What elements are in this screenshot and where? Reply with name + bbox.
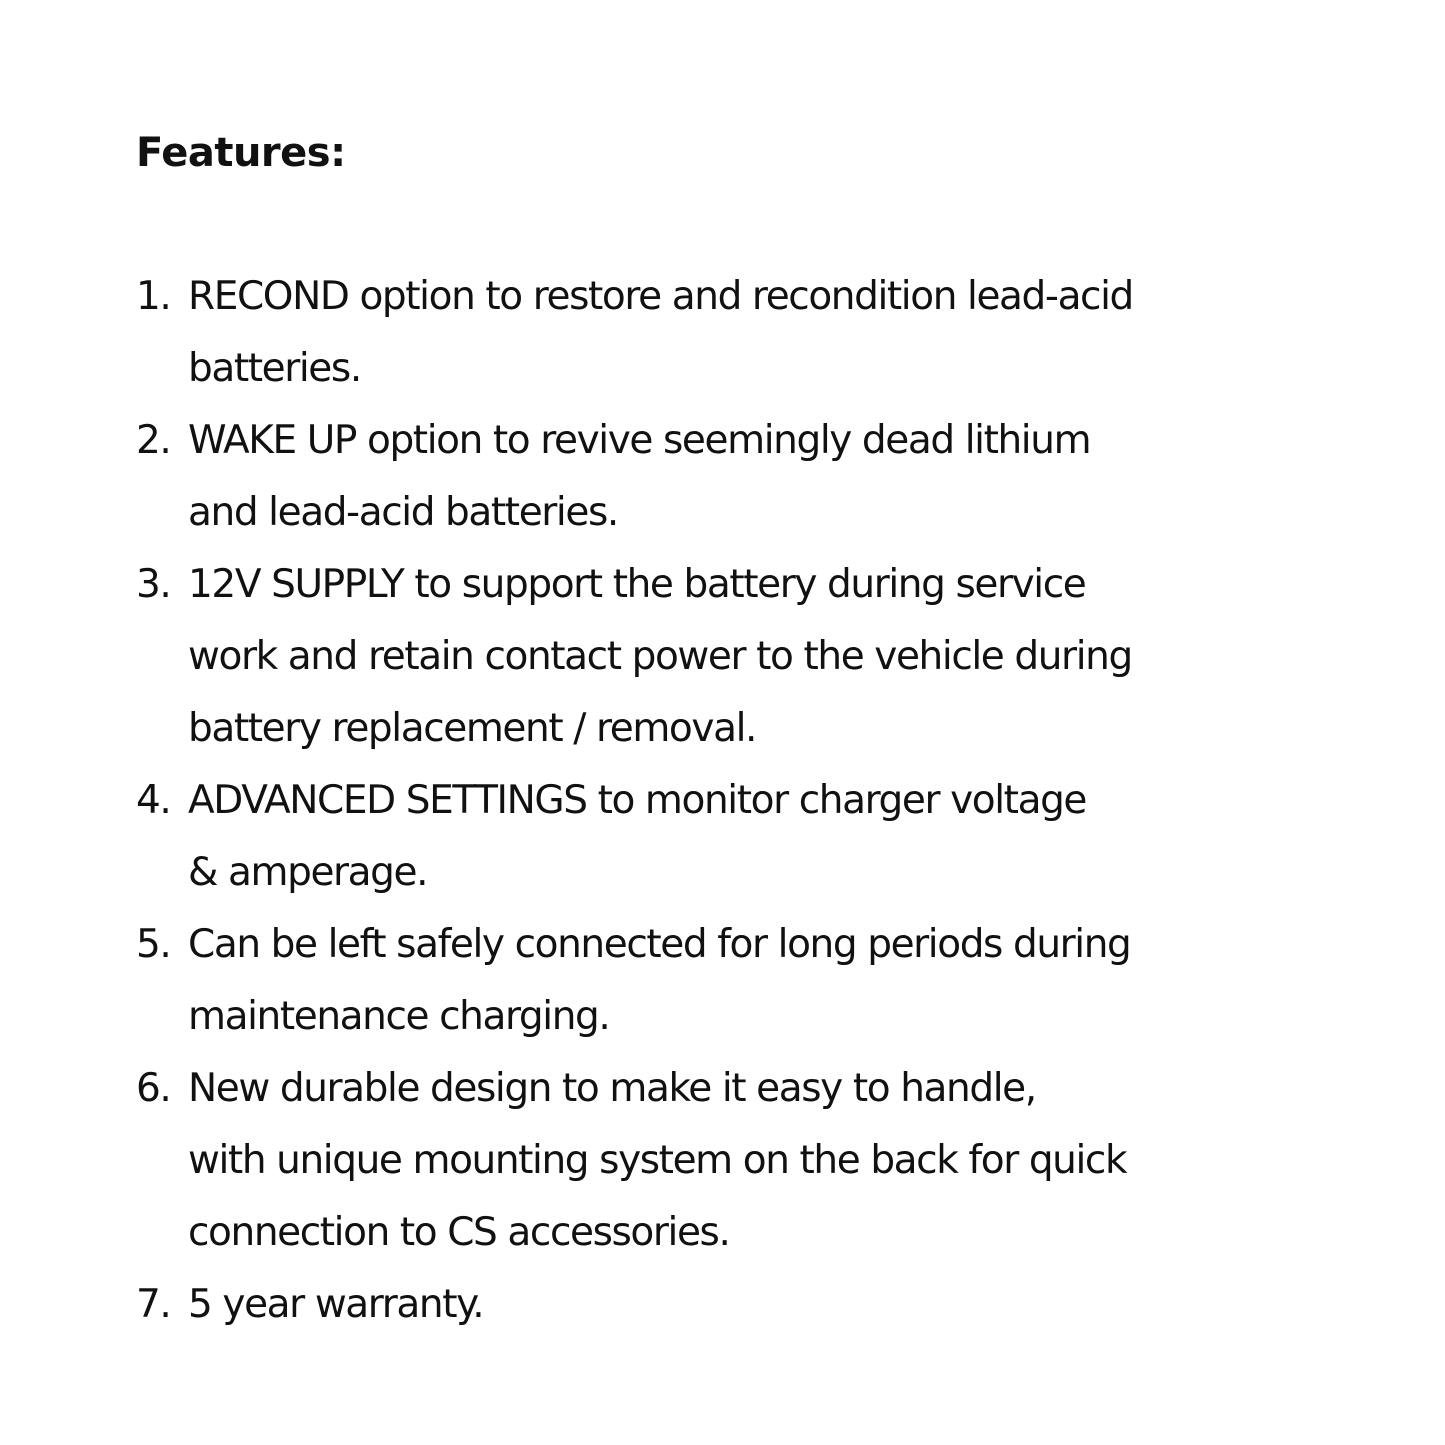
- feature-text: [188, 261, 1356, 405]
- feature-line: 12V SUPPLY to support the battery during service: [188, 562, 1086, 607]
- feature-line: batteries.: [188, 346, 361, 391]
- feature-text: [188, 765, 1356, 909]
- feature-item-3: [136, 549, 1356, 765]
- feature-number: 5.: [136, 922, 171, 967]
- feature-text: [188, 1269, 1356, 1341]
- feature-item-5: [136, 909, 1356, 1053]
- feature-line: 5 year warranty.: [188, 1282, 484, 1327]
- feature-line: Can be left safely connected for long periods during: [188, 922, 1131, 967]
- feature-number: 6.: [136, 1066, 171, 1111]
- feature-number: 1.: [136, 274, 171, 319]
- feature-item-1: [136, 261, 1356, 405]
- feature-text: [188, 405, 1356, 549]
- features-list: [136, 261, 1356, 1341]
- feature-number: 4.: [136, 778, 171, 823]
- feature-item-6: [136, 1053, 1356, 1269]
- feature-line: New durable design to make it easy to handle,: [188, 1066, 1036, 1111]
- feature-line: connection to CS accessories.: [188, 1210, 730, 1255]
- feature-item-2: [136, 405, 1356, 549]
- feature-line: and lead-acid batteries.: [188, 490, 618, 535]
- feature-number: 7.: [136, 1282, 171, 1327]
- feature-number: 3.: [136, 562, 171, 607]
- feature-number: 2.: [136, 418, 171, 463]
- feature-item-4: [136, 765, 1356, 909]
- feature-line: with unique mounting system on the back for quick: [188, 1138, 1127, 1183]
- feature-line: maintenance charging.: [188, 994, 610, 1039]
- feature-text: [188, 1053, 1356, 1269]
- feature-item-7: [136, 1269, 1356, 1341]
- feature-line: RECOND option to restore and recondition lead-acid: [188, 274, 1133, 319]
- feature-text: [188, 909, 1356, 1053]
- feature-line: work and retain contact power to the vehicle during: [188, 634, 1132, 679]
- feature-text: [188, 549, 1356, 765]
- page-title: Features:: [136, 130, 346, 176]
- feature-line: ADVANCED SETTINGS to monitor charger voltage: [188, 778, 1087, 823]
- feature-line: & amperage.: [188, 850, 428, 895]
- feature-line: WAKE UP option to revive seemingly dead lithium: [188, 418, 1091, 463]
- feature-line: battery replacement / removal.: [188, 706, 757, 751]
